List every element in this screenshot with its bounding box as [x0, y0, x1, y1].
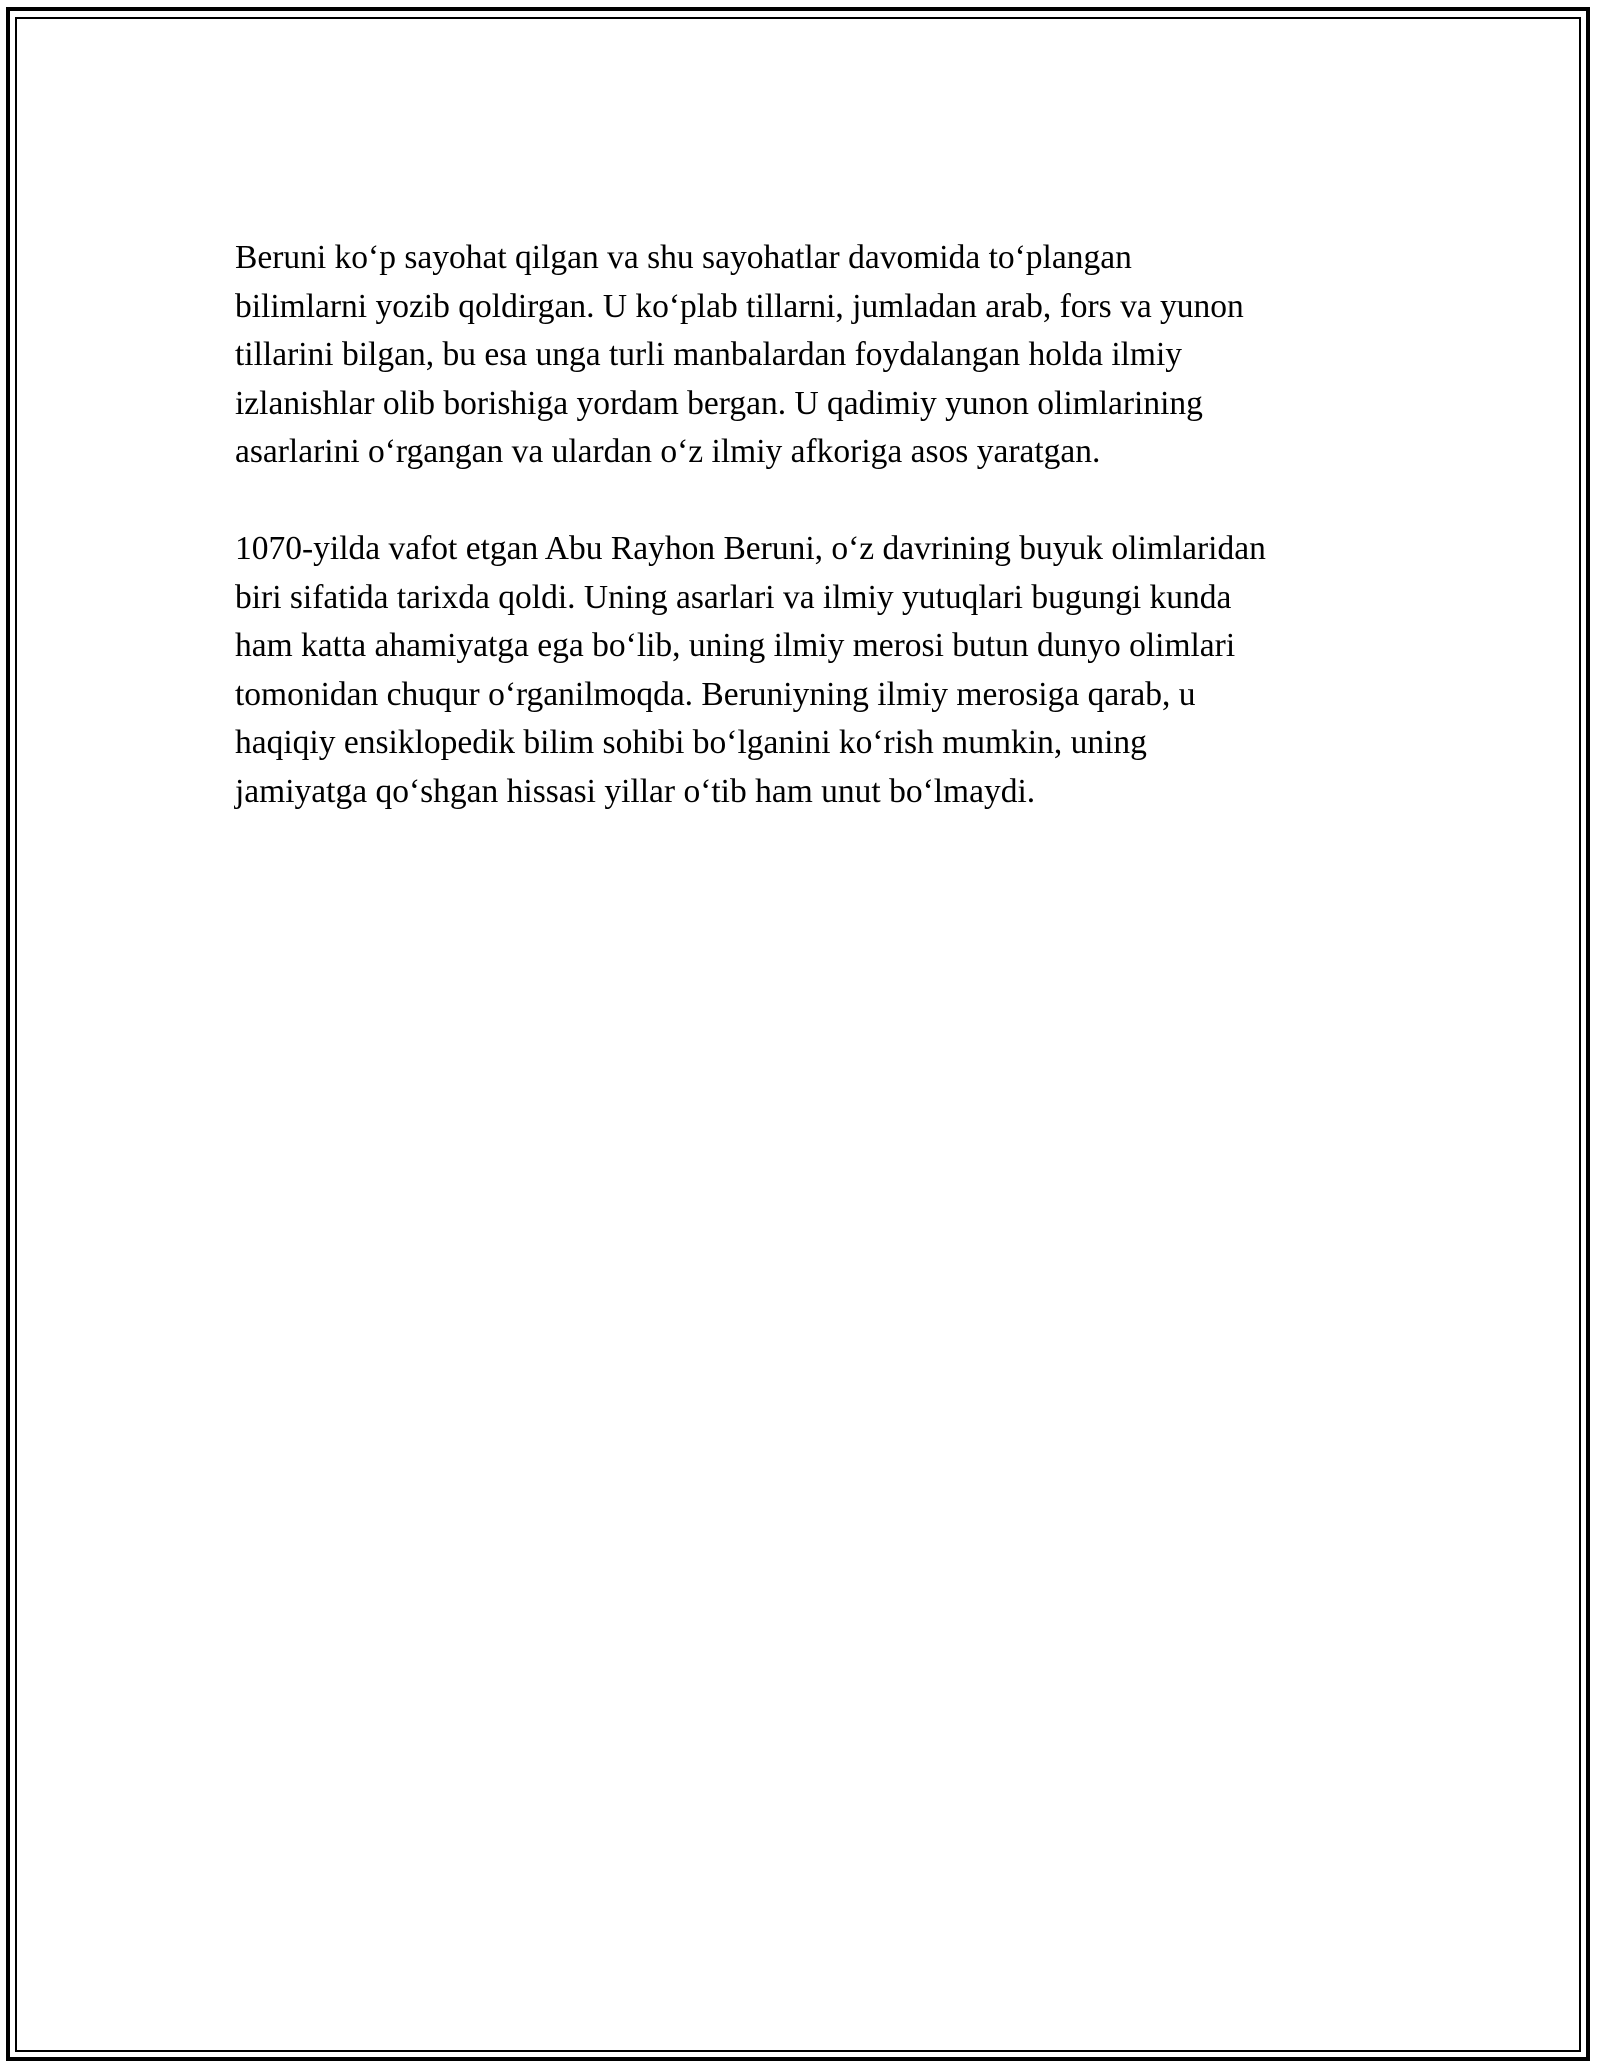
paragraph-1: [235, 234, 1395, 477]
text-line: Beruni ko‘p sayohat qilgan va shu sayohatlar davomida to‘plangan: [235, 239, 1132, 276]
document-body: [235, 234, 1395, 865]
text-line: biri sifatida tarixda qoldi. Uning asarlari va ilmiy yutuqlari bugungi kunda: [235, 578, 1232, 616]
text-line: izlanishlar olib borishiga yordam bergan. U qadimiy yunon olimlarining: [235, 384, 1203, 422]
text-line: ham katta ahamiyatga ega bo‘lib, uning ilmiy merosi butun dunyo olimlari: [235, 627, 1236, 664]
paragraph-2: [235, 525, 1395, 816]
text-line: asarlarini o‘rgangan va ulardan o‘z ilmiy afkoriga asos yaratgan.: [235, 433, 1101, 470]
text-line: jamiyatga qo‘shgan hissasi yillar o‘tib ham unut bo‘lmaydi.: [235, 772, 1036, 810]
text-line: bilimlarni yozib qoldirgan. U ko‘plab tillarni, jumladan arab, fors va yunon: [235, 287, 1244, 325]
text-line: tomonidan chuqur o‘rganilmoqda. Beruniyning ilmiy merosiga qarab, u: [235, 675, 1196, 713]
text-line: 1070-yilda vafot etgan Abu Rayhon Beruni, o‘z davrining buyuk olimlaridan: [235, 530, 1266, 567]
text-line: haqiqiy ensiklopedik bilim sohibi bo‘lganini ko‘rish mumkin, uning: [235, 724, 1147, 761]
text-line: tillarini bilgan, bu esa unga turli manbalardan foydalangan holda ilmiy: [235, 336, 1183, 373]
